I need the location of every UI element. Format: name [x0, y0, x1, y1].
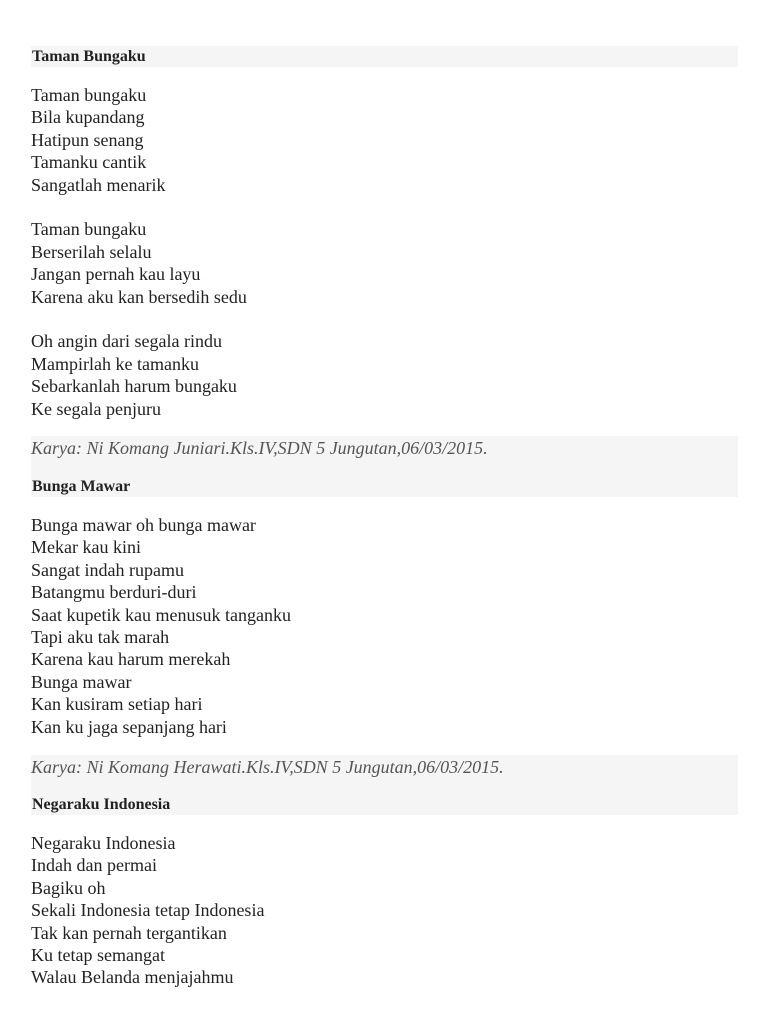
- poem-line: Kan ku jaga sepanjang hari: [31, 716, 227, 737]
- poem-line: Bunga mawar oh bunga mawar: [31, 515, 256, 535]
- stanza-gap: [31, 308, 247, 330]
- poem-line: Sangat indah rupamu: [31, 559, 184, 580]
- poem-line: Bagiku oh: [31, 877, 106, 898]
- poem-line: Ke segala penjuru: [31, 398, 161, 419]
- poem-title: Bunga Mawar: [32, 478, 131, 495]
- poem-line: Oh angin dari segala rindu: [31, 331, 222, 352]
- poem-line: Sekali Indonesia tetap Indonesia: [31, 900, 265, 921]
- poem-line: Bunga mawar: [31, 671, 132, 692]
- poem-credit: Karya: Ni Komang Herawati.Kls.IV,SDN 5 Jungutan,06/03/2015.: [31, 757, 504, 777]
- poem-credit: Karya: Ni Komang Juniari.Kls.IV,SDN 5 Jungutan,06/03/2015.: [31, 438, 488, 458]
- poem-line: Tak kan pernah tergantikan: [31, 922, 227, 943]
- stanza-gap: [31, 196, 247, 218]
- poem-line: Bila kupandang: [31, 107, 145, 128]
- poem-line: Sangatlah menarik: [31, 174, 166, 195]
- poem-line: Karena aku kan bersedih sedu: [31, 286, 247, 307]
- poem-line: Kan kusiram setiap hari: [31, 694, 203, 715]
- poem-line: Mampirlah ke tamanku: [31, 353, 199, 374]
- poem-title: Negaraku Indonesia: [32, 796, 171, 813]
- poem-line: Karena kau harum merekah: [31, 649, 231, 670]
- poem-line: Tapi aku tak marah: [31, 627, 170, 648]
- poem-line: Taman bungaku: [31, 85, 147, 105]
- poem-line: Walau Belanda menjajahmu: [31, 967, 234, 988]
- poem-line: Hatipun senang: [31, 129, 144, 150]
- poem-line: Taman bungaku: [31, 219, 147, 240]
- poem-body: [31, 832, 264, 989]
- poem-line: Jangan pernah kau layu: [31, 264, 201, 285]
- poem-line: Berserilah selalu: [31, 241, 152, 262]
- poem-title: Taman Bungaku: [32, 48, 146, 65]
- poem-line: Batangmu berduri-duri: [31, 582, 197, 603]
- poem-line: Negaraku Indonesia: [31, 833, 176, 853]
- poem-line: Indah dan permai: [31, 855, 157, 876]
- poem-body: [31, 514, 291, 738]
- poem-line: Saat kupetik kau menusuk tanganku: [31, 604, 291, 625]
- poem-line: Mekar kau kini: [31, 537, 141, 558]
- poem-body: [31, 84, 247, 420]
- poem-line: Ku tetap semangat: [31, 945, 165, 966]
- poem-line: Sebarkanlah harum bungaku: [31, 376, 237, 397]
- poem-line: Tamanku cantik: [31, 152, 147, 173]
